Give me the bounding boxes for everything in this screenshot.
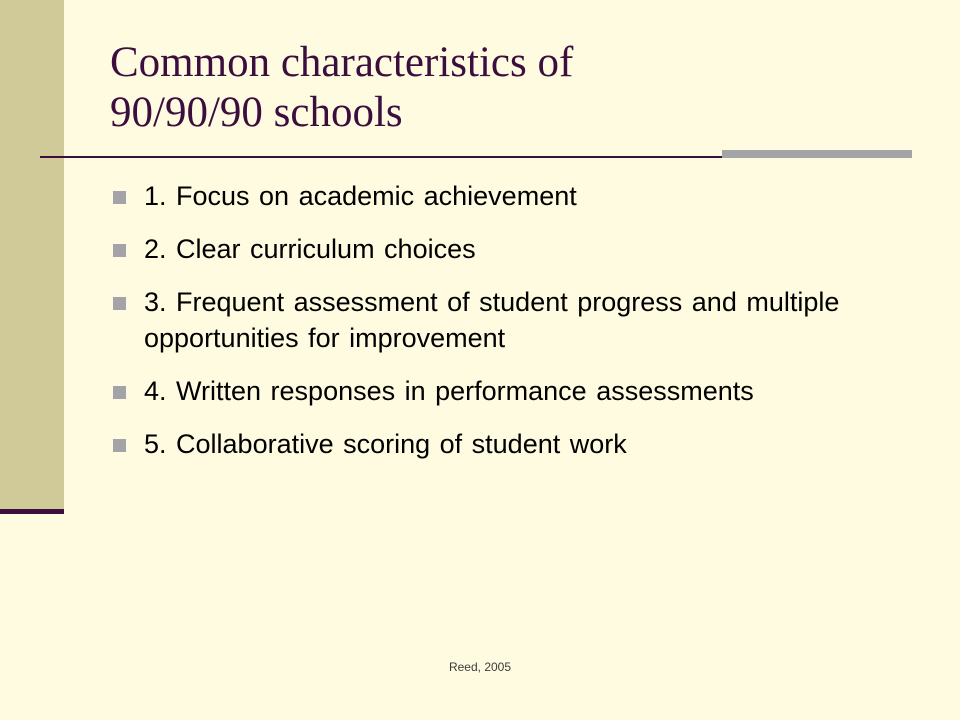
square-bullet-icon — [113, 244, 126, 257]
bullet-text-2: 2. Clear curriculum choices — [144, 234, 476, 264]
bullet-item-4 — [113, 373, 903, 409]
left-decorative-band — [0, 0, 64, 512]
slide-title — [110, 38, 910, 138]
square-bullet-icon — [113, 439, 126, 452]
slide-footer: Reed, 2005 — [448, 660, 512, 674]
title-line-2: 90/90/90 schools — [110, 89, 403, 136]
bullet-text-3: 3. Frequent assessment of student progress and multiple opportunities for improvement — [144, 287, 840, 353]
bullet-item-1 — [113, 178, 903, 214]
bullet-item-2 — [113, 231, 903, 267]
bullet-text-5: 5. Collaborative scoring of student work — [144, 429, 627, 459]
square-bullet-icon — [113, 191, 126, 204]
left-accent-bar — [0, 509, 64, 514]
square-bullet-icon — [113, 297, 126, 310]
bullet-text-1: 1. Focus on academic achievement — [144, 181, 577, 211]
square-bullet-icon — [113, 386, 126, 399]
title-line-1: Common characteristics of — [110, 39, 574, 86]
bullet-item-5 — [113, 426, 903, 462]
title-underline-accent — [722, 150, 912, 158]
bullet-list — [113, 178, 903, 462]
bullet-item-3 — [113, 284, 903, 356]
bullet-text-4: 4. Written responses in performance assessments — [144, 376, 754, 406]
